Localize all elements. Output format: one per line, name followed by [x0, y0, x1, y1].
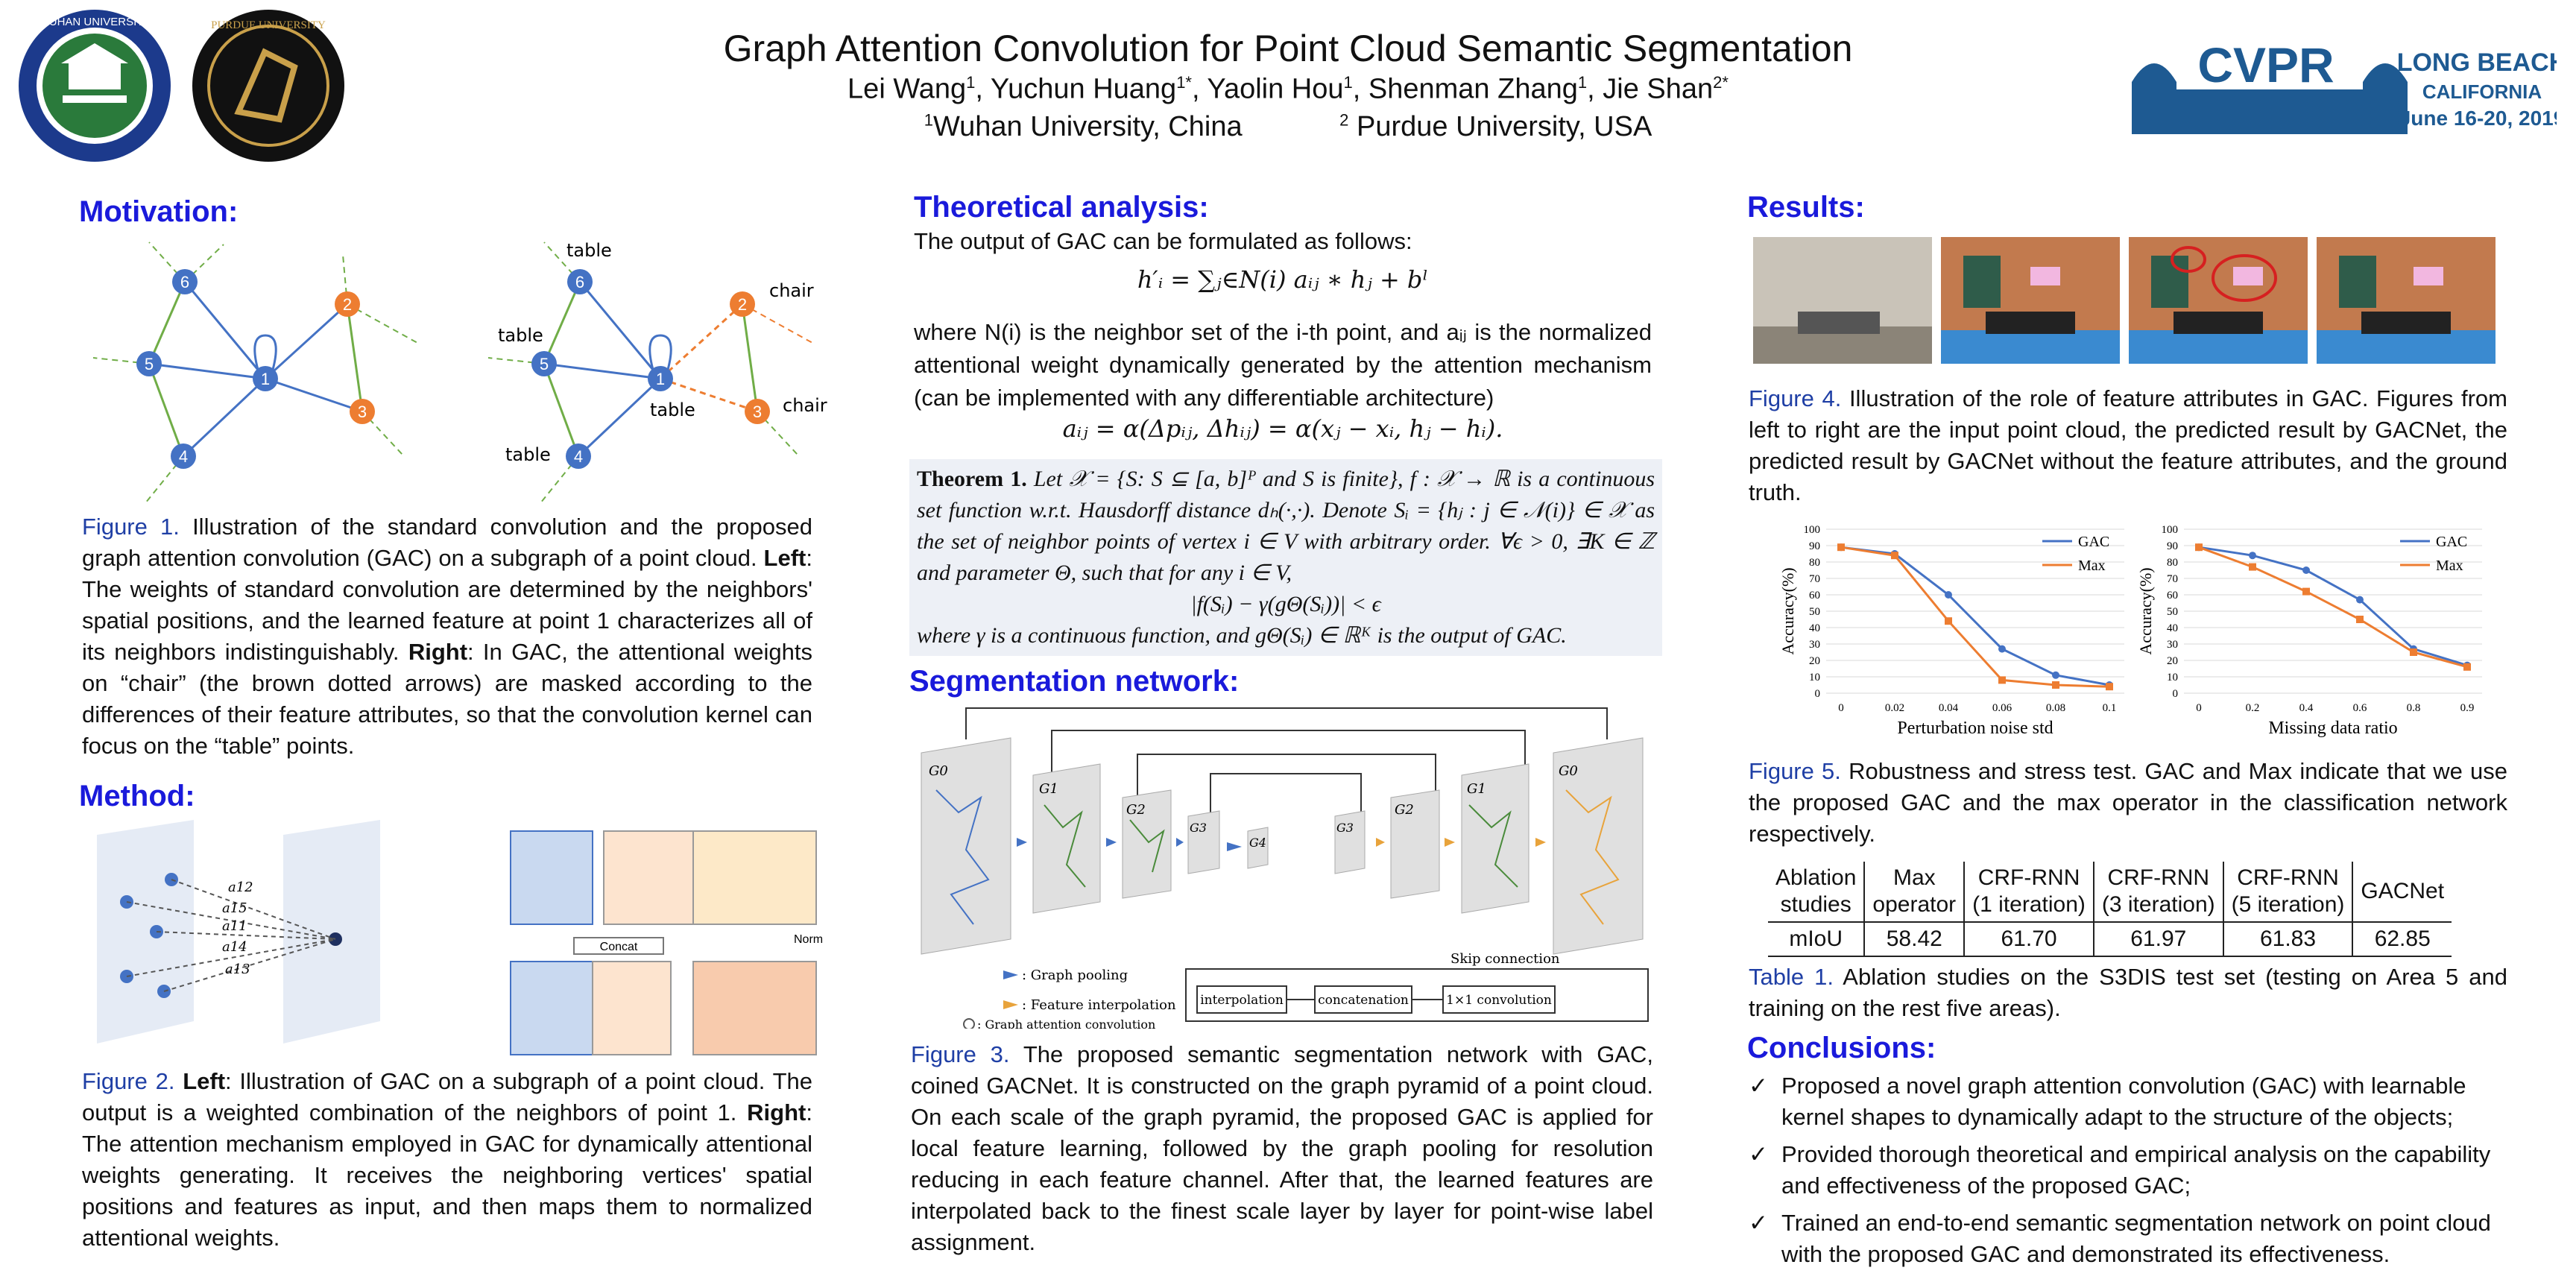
figure-3-caption	[911, 1039, 1653, 1258]
table-cell: 62.85	[2352, 922, 2452, 956]
theory-heading: Theoretical analysis:	[914, 191, 1209, 224]
figure-2-left-text: : Illustration of GAC on a subgraph of a point cloud. The output is a weighted combination of the neighbors of point 1.	[82, 1068, 812, 1126]
cvpr-name: CVPR	[2197, 37, 2334, 92]
y-tick-label: 70	[1809, 573, 1820, 585]
chart-noise	[1774, 522, 2139, 745]
node-label: 4	[573, 447, 584, 466]
results-heading: Results:	[1747, 191, 1865, 224]
box-interpolation: interpolation	[1200, 993, 1284, 1008]
y-tick-label: 40	[2167, 622, 2178, 634]
figure-1-right-label: Right	[408, 639, 468, 665]
figure-2-label: Figure 2.	[82, 1068, 175, 1094]
y-axis-label: Accuracy(%)	[2136, 567, 2155, 655]
y-axis-label: Accuracy(%)	[1778, 567, 1797, 655]
theory-para: where N(i) is the neighbor set of the i-th point, and aᵢⱼ is the normalized attentional weight dynamically generated by the attention mechanism (can be implemented with any differentiable architecture)	[914, 319, 1652, 411]
table-cell: 58.42	[1864, 922, 1964, 956]
label-chair: chair	[769, 280, 814, 301]
x-axis-label: Perturbation noise std	[1897, 719, 2053, 738]
data-point	[2052, 681, 2059, 689]
figure-5-label: Figure 5.	[1749, 758, 1841, 784]
ablation-table-wrap	[1768, 862, 2452, 957]
y-tick-label: 10	[2167, 672, 2178, 684]
y-tick-label: 90	[2167, 540, 2178, 552]
node-label: 2	[342, 295, 353, 314]
x-tick-label: 0.06	[1992, 702, 2012, 714]
graph-label: G1	[1039, 781, 1058, 797]
prediction-gacnet	[1941, 237, 2120, 364]
node-label: 1	[655, 370, 666, 388]
author-affil-mark: 1	[966, 73, 976, 92]
theory-intro: The output of GAC can be formulated as follows:	[914, 228, 1412, 254]
concat-label: Concat	[599, 941, 638, 953]
x-tick-label: 0.8	[2406, 702, 2421, 714]
figure-4-label: Figure 4.	[1749, 385, 1842, 411]
table-1-label: Table 1.	[1749, 964, 1834, 990]
label-table: table	[566, 240, 612, 261]
figure-4-images	[1753, 237, 2498, 371]
author-name: Yaolin Hou	[1207, 73, 1344, 105]
table-header-cell: CRF-RNN (3 iteration)	[2094, 862, 2223, 922]
data-point	[2356, 616, 2364, 623]
table-cell: 61.97	[2094, 922, 2223, 956]
figure-1-graphs	[89, 239, 835, 507]
check-icon: ✓	[1749, 1210, 1768, 1236]
y-tick-label: 80	[1809, 557, 1820, 569]
figure-5-caption-text: Robustness and stress test. GAC and Max indicate that we use the proposed GAC and the max operator in the classification network respectively.	[1749, 758, 2507, 847]
theory-eq2: aᵢⱼ = α(Δpᵢⱼ, Δhᵢⱼ) = α(xⱼ − xᵢ, hⱼ − hᵢ).	[1062, 414, 1503, 443]
table-row-label: mIoU	[1768, 922, 1864, 956]
label-table: table	[498, 325, 543, 346]
theorem-text: Let 𝒳 = {S: S ⊆ [a, b]ᴾ and S is finite}, f : 𝒳 → ℝ is a continuous set function w.r.t. Hausdorff distance dₕ(·,·). Denote Sᵢ = {hⱼ : j ∈ 𝒩(i)} ∈ 𝒳 as the set of neighbor points of vertex i ∈ V with arbitrary order. ∀ϵ > 0, ∃K ∈ ℤ and parameter Θ, such that for any i ∈ V,	[917, 467, 1655, 585]
data-point	[2249, 564, 2256, 571]
data-point	[2410, 648, 2417, 656]
data-point	[1945, 591, 1952, 599]
y-tick-label: 50	[1809, 606, 1820, 618]
node-label: 6	[575, 273, 585, 291]
graph-label: G0	[1559, 763, 1578, 779]
node-label: 3	[752, 402, 763, 421]
figure-2-caption	[82, 1066, 812, 1254]
data-point	[2356, 596, 2364, 604]
check-icon: ✓	[1749, 1141, 1768, 1167]
conclusion-item: ✓ Proposed a novel graph attention convolution (GAC) with learnable kernel shapes to dynamically adapt to the structure of the objects;	[1749, 1070, 2501, 1133]
ground-truth	[2317, 237, 2496, 364]
node-label: 2	[737, 295, 748, 314]
figure-1	[89, 239, 835, 507]
table-1-caption-text: Ablation studies on the S3DIS test set (testing on Area 5 and training on the rest five areas).	[1749, 964, 2508, 1021]
x-tick-label: 0.4	[2299, 702, 2314, 714]
y-tick-label: 40	[1809, 622, 1820, 634]
y-tick-label: 20	[2167, 655, 2178, 667]
table-header-cell: Ablation studies	[1768, 862, 1864, 922]
graph-panels	[921, 738, 1643, 954]
theorem-eq: |f(Sᵢ) − γ(gΘ(Sᵢ))| < ϵ	[1190, 592, 1381, 616]
x-tick-label: 0.1	[2102, 702, 2117, 714]
conclusions-list	[1749, 1070, 2501, 1276]
affiliation-1: $^1$Wuhan University, China	[924, 110, 1243, 142]
label-table: table	[505, 444, 551, 465]
theory-eq1: h′ᵢ = ∑ⱼ∈N(i) aᵢⱼ ∗ hⱼ + bˡ	[1137, 265, 1429, 294]
figure-1-left-text: : The weights of standard convolution are determined by the neighbors' spatial positions, and the learned feature at point 1 characterizes all of its neighbors indistinguishably.	[82, 545, 812, 665]
figure-5	[1774, 522, 2519, 745]
figure-2-right-label: Right	[747, 1099, 806, 1126]
alpha-label: a11	[222, 918, 247, 934]
author-affil-mark: 1	[1343, 73, 1353, 92]
graph-label: G0	[929, 763, 948, 779]
y-tick-label: 0	[1814, 688, 1820, 700]
cvpr-line2: CALIFORNIA	[2422, 80, 2542, 103]
x-tick-label: 0.08	[2045, 702, 2066, 714]
y-tick-label: 100	[2161, 524, 2178, 536]
data-point	[1998, 676, 2006, 684]
node-label: 4	[178, 447, 189, 466]
figure-2	[82, 820, 827, 1058]
cvpr-line1: LONG BEACH	[2396, 48, 2557, 77]
node-label: 5	[144, 355, 154, 373]
x-tick-label: 0	[1838, 702, 1844, 714]
author-name: Jie Shan	[1603, 73, 1714, 105]
x-tick-label: 0.2	[2245, 702, 2260, 714]
node-label: 5	[539, 355, 549, 373]
legend-label: Max	[2436, 558, 2463, 574]
data-point	[2052, 672, 2059, 679]
x-tick-label: 0.6	[2352, 702, 2367, 714]
fig1-right-graph	[488, 240, 827, 503]
y-tick-label: 30	[1809, 639, 1820, 651]
legend-label: Max	[2078, 558, 2106, 574]
figure-1-right-text: : In GAC, the attentional weights on “chair” (the brown dotted arrows) are masked according to the differences of their feature attributes, so that the convolution kernel can focus on the “table” points.	[82, 639, 812, 759]
box-concatenation: concatenation	[1318, 993, 1409, 1008]
conclusion-item: ✓ Trained an end-to-end semantic segmentation network on point cloud with the proposed GAC and demonstrated its effectiveness.	[1749, 1208, 2501, 1270]
table-1-caption	[1749, 962, 2507, 1024]
y-tick-label: 90	[1809, 540, 1820, 552]
figure-5-caption	[1749, 756, 2507, 850]
norm-label: Norm	[794, 933, 824, 946]
figure-4-caption-text: Illustration of the role of feature attributes in GAC. Figures from left to right are the input point cloud, the predicted result by GACNet, the predicted result by GACNet without the feature attributes, and the ground truth.	[1749, 385, 2507, 505]
table-cell: 61.70	[1964, 922, 2094, 956]
alpha-label: a14	[222, 939, 247, 955]
affiliations	[543, 110, 2033, 143]
skip-label: Skip connection	[1450, 951, 1560, 967]
figure-4	[1753, 237, 2498, 371]
figure-3-caption-text: The proposed semantic segmentation network with GAC, coined GACNet. It is constructed on the graph pyramid of a point cloud. On each scale of the graph pyramid, the proposed GAC is applied for local feature learning, followed by the graph pooling for resolution reducing in each feature channel. After that, the learned features are interpolated back to the finest scale layer by layer for point-wise label assignment.	[911, 1041, 1653, 1255]
input-point-cloud	[1753, 237, 1932, 364]
figure-1-label: Figure 1.	[82, 514, 180, 540]
graph-label: G4	[1249, 836, 1266, 850]
author-name: Yuchun Huang	[990, 73, 1177, 105]
data-point	[2302, 588, 2310, 596]
ablation-table	[1768, 862, 2452, 957]
figure-1-caption-text: Illustration of the standard convolution and the proposed graph attention convolution (GAC) on a subgraph of a point cloud.	[82, 514, 812, 571]
x-tick-label: 0.04	[1938, 702, 1959, 714]
figure-2-left-label: Left	[183, 1068, 226, 1094]
series-line-gac	[1841, 547, 2109, 685]
chart-missing	[2132, 522, 2497, 745]
graph-label: G3	[1190, 821, 1207, 835]
fig2-right-attention	[511, 831, 823, 1055]
check-icon: ✓	[1749, 1073, 1768, 1099]
legend-interp: : Feature interpolation	[1022, 997, 1176, 1013]
logo-purdue-text: PURDUE UNIVERSITY	[211, 19, 326, 31]
prediction-no-attributes	[2129, 237, 2308, 364]
graph-label: G2	[1395, 802, 1414, 818]
cvpr-line3: June 16-20, 2019	[2399, 107, 2557, 130]
fig2-left-subgraph	[97, 820, 380, 1044]
method-heading: Method:	[79, 780, 195, 812]
legend-label: GAC	[2436, 534, 2468, 550]
data-point	[1891, 552, 1898, 559]
conclusion-item: ✓ Provided thorough theoretical and empirical analysis on the capability and effectiveness of the proposed GAC;	[1749, 1139, 2501, 1202]
paper-title: Graph Attention Convolution for Point Cloud Semantic Segmentation	[723, 28, 1853, 69]
alpha-label: a13	[225, 962, 250, 977]
fig1-left-graph	[93, 242, 417, 503]
logo-wuhan-text: WUHAN UNIVERSITY	[38, 16, 151, 28]
series-line-max	[1841, 547, 2109, 686]
y-tick-label: 70	[2167, 573, 2178, 585]
label-chair: chair	[783, 395, 827, 416]
data-point	[1998, 645, 2006, 653]
author-affil-mark: 2*	[1713, 73, 1729, 92]
y-tick-label: 60	[1809, 590, 1820, 602]
table-header-cell: CRF-RNN (5 iteration)	[2223, 862, 2353, 922]
y-tick-label: 80	[2167, 557, 2178, 569]
data-point	[2249, 552, 2256, 559]
alpha-label: a15	[222, 900, 247, 916]
x-axis-label: Missing data ratio	[2268, 719, 2398, 738]
graph-label: G1	[1467, 781, 1486, 797]
figure-3-label: Figure 3.	[911, 1041, 1010, 1067]
graph-label: G3	[1336, 821, 1354, 835]
label-table: table	[650, 400, 695, 420]
table-header-cell: CRF-RNN (1 iteration)	[1964, 862, 2094, 922]
y-tick-label: 0	[2172, 688, 2178, 700]
y-tick-label: 100	[1803, 524, 1820, 536]
author-list: Lei Wang$^1$, Yuchun Huang$^{1*}$, Yaolin Hou$^1$, Shenman Zhang$^1$, Jie Shan$^{2*}$	[847, 73, 1729, 105]
legend-pool: : Graph pooling	[1022, 967, 1128, 983]
legend-gac: : Graph attention convolution	[977, 1017, 1156, 1029]
data-point	[1945, 617, 1952, 625]
segnet-heading: Segmentation network:	[909, 665, 1240, 698]
figure-2-right-text: : The attention mechanism employed in GAC for dynamically attentional weights generating. It receives the neighboring vertices' spatial positions and features as input, and then maps them to normalized attentional weights.	[82, 1099, 812, 1251]
table-cell: 61.83	[2223, 922, 2353, 956]
y-tick-label: 20	[1809, 655, 1820, 667]
figure-1-left-label: Left	[763, 545, 806, 571]
alpha-label: a12	[228, 880, 253, 895]
data-point	[1837, 543, 1845, 551]
y-tick-label: 60	[2167, 590, 2178, 602]
graph-label: G2	[1126, 802, 1146, 818]
theorem-box	[909, 459, 1662, 656]
node-label: 3	[357, 402, 367, 421]
table-header-cell: Max operator	[1864, 862, 1964, 922]
data-point	[2195, 543, 2203, 551]
y-tick-label: 30	[2167, 639, 2178, 651]
author-affil-mark: 1	[1577, 73, 1588, 92]
y-tick-label: 10	[1809, 672, 1820, 684]
figure-2-diagram	[82, 820, 827, 1058]
logo-purdue	[190, 7, 347, 164]
motivation-heading: Motivation:	[79, 195, 239, 228]
figure-4-caption	[1749, 383, 2507, 508]
author-affil-mark: 1*	[1176, 73, 1192, 92]
figure-1-caption	[82, 511, 812, 762]
table-header-cell: GACNet	[2352, 862, 2452, 922]
legend-label: GAC	[2078, 534, 2110, 550]
data-point	[2106, 683, 2113, 690]
x-tick-label: 0.02	[1884, 702, 1905, 714]
box-conv: 1×1 convolution	[1446, 993, 1552, 1008]
figure-3-network	[914, 701, 1659, 1029]
logo-wuhan	[16, 7, 173, 164]
x-tick-label: 0.9	[2460, 702, 2475, 714]
data-point	[2302, 566, 2310, 574]
author-name: Lei Wang	[847, 73, 967, 105]
affiliation-2: $^2$ Purdue University, USA	[1339, 110, 1652, 142]
x-tick-label: 0	[2196, 702, 2202, 714]
node-label: 6	[180, 273, 190, 291]
theorem-tail: where γ is a continuous function, and gΘ(Sᵢ) ∈ ℝᴷ is the output of GAC.	[917, 623, 1567, 648]
conclusions-heading: Conclusions:	[1747, 1032, 1936, 1064]
logo-cvpr	[2124, 30, 2557, 142]
author-name: Shenman Zhang	[1368, 73, 1578, 105]
figure-3	[914, 701, 1659, 1029]
theorem-label: Theorem 1.	[917, 467, 1027, 491]
data-point	[2463, 663, 2471, 671]
node-label: 1	[260, 370, 271, 388]
y-tick-label: 50	[2167, 606, 2178, 618]
